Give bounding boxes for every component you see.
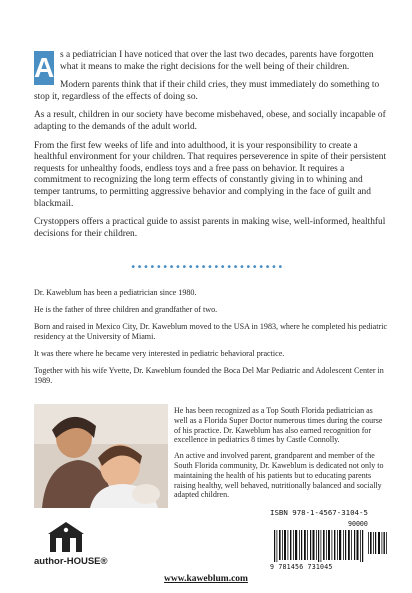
blurb-paragraph: Modern parents think that if their child cries, they must immediately do something to stop it, regardless of the effects of doing so.: [34, 80, 380, 102]
website-link[interactable]: www.kaweblum.com: [164, 574, 248, 584]
bio-paragraph: Born and raised in Mexico City, Dr. Kaweblum moved to the USA in 1983, where he completed his pediatric residency at the University of Miami.: [34, 322, 388, 341]
author-achievements: [174, 406, 388, 506]
bio-paragraph: Together with his wife Yvette, Dr. Kaweblum founded the Boca Del Mar Pediatric and Adolescent Center in 1989.: [34, 366, 384, 385]
price-code: 90000: [348, 520, 368, 528]
bio-paragraph: An active and involved parent, grandparent and member of the South Florida community, Dr. Kaweblum is dedicated not only to maintaining the health of his patients but to educating parents raising healthy, well behaved, nutritionally balanced and socially adapted children.: [174, 451, 384, 500]
blurb-paragraph: As a result, children in our society have become misbehaved, obese, and socially incapable of adapting to the demands of the adult world.: [34, 110, 386, 132]
publisher-name: author-HOUSE®: [34, 556, 108, 567]
blurb-paragraph: Crystoppers offers a practical guide to assist parents in making wise, well-informed, healthful decisions for their children.: [34, 217, 386, 239]
book-blurb: [34, 50, 388, 247]
bio-paragraph: He is the father of three children and grandfather of two.: [34, 305, 218, 314]
blurb-paragraph-text: s a pediatrician I have noticed that over the last two decades, parents have forgotten what it means to make the right decisions for the well being of their children.: [60, 50, 374, 72]
blurb-paragraph: From the first few weeks of life and into adulthood, it is your responsibility to create a healthful environment for your children. That requires perseverence in spite of their persistent requests for unhealthy foods, endless toys and a free pass on behavior. It requires a commitment to recognizing the long term effects of constantly giving in to whining and temper tantrums, to permitting aggressive behavior and complying in the face of guilt and blackmail.: [34, 140, 387, 209]
blurb-paragraph: [34, 50, 388, 83]
bio-paragraph: He has been recognized as a Top South Florida pediatrician as well as a Florida Super Doctor numerous times during the course of his practice. Dr. Kaweblum has also earned recognition for excellence in pediatrics 8 times by Castle Connolly.: [174, 406, 383, 445]
author-photo: [34, 404, 168, 508]
bio-paragraph: It was there where he became very interested in pediatric behavioral practice.: [34, 349, 285, 358]
bio-paragraph: Dr. Kaweblum has been a pediatrician since 1980.: [34, 288, 197, 297]
isbn-label: ISBN 978-1-4567-3104-5: [270, 508, 368, 517]
author-bio: [34, 288, 388, 393]
barcode-digits: 9 781456 731045: [270, 563, 333, 571]
dotted-divider: ••••••••••••••••••••••••: [130, 262, 284, 273]
barcode-icon: [270, 518, 390, 564]
drop-cap: A: [34, 52, 55, 83]
